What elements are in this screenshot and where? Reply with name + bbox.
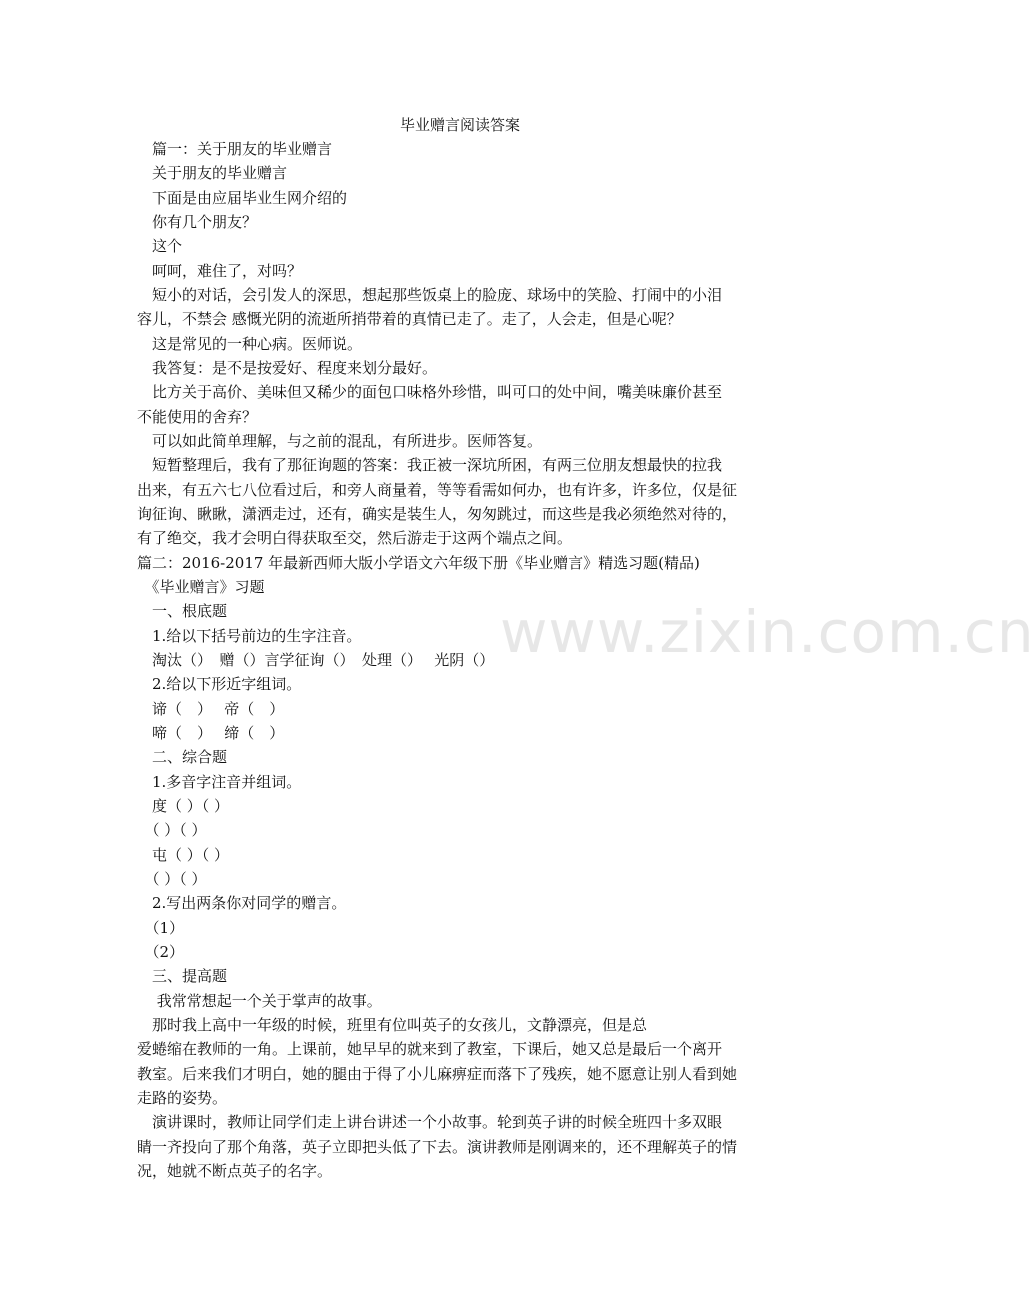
text-line: 询征询、瞅瞅，潇洒走过，还有，确实是装生人，匆匆跳过，而这些是我必须绝然对待的， bbox=[137, 504, 738, 523]
text-line: 出来，有五六七八位看过后，和旁人商量着，等等看需如何办，也有许多，许多位，仅是征 bbox=[137, 480, 738, 499]
text-line: 有了绝交，我才会明白得获取至交，然后游走于这两个端点之间。 bbox=[137, 529, 573, 548]
text-line: 容儿，不禁会 感慨光阴的流逝所捎带着的真情已走了。走了，人会走，但是心呢？ bbox=[137, 310, 682, 329]
text-line: 三、提高题 bbox=[137, 967, 228, 986]
text-line: 睛一齐投向了那个角落，英子立即把头低了下去。演讲教师是刚调来的，还不理解英子的情 bbox=[137, 1137, 738, 1156]
text-line: 可以如此简单理解，与之前的混乱，有所进步。医师答复。 bbox=[137, 432, 543, 450]
text-line: 爱蜷缩在教师的一角。上课前，她早早的就来到了教室，下课后，她又总是最后一个离开 bbox=[137, 1040, 723, 1059]
text-line: 走路的姿势。 bbox=[137, 1088, 228, 1107]
document-title: 毕业赠言阅读答案 bbox=[399, 116, 520, 134]
text-line: 这个 bbox=[137, 237, 183, 256]
text-line: 《毕业赠言》习题 bbox=[137, 577, 265, 596]
text-line: 比方关于高价、美味但又稀少的面包口味格外珍惜，叫可口的处中间，嘴美味廉价甚至 bbox=[137, 383, 723, 402]
text-line: 这是常见的一种心病。医师说。 bbox=[137, 334, 363, 353]
text-line: 1.多音字注音并组词。 bbox=[137, 772, 302, 791]
text-line: 谛（ ） 帝（ ） bbox=[137, 699, 285, 718]
text-line: 啼（ ） 缔（ ） bbox=[137, 723, 285, 742]
text-line: 你有几个朋友？ bbox=[137, 213, 258, 231]
text-line: （1） bbox=[137, 918, 185, 937]
text-line: 二、综合题 bbox=[137, 748, 228, 767]
text-line: 2.给以下形近字组词。 bbox=[137, 675, 302, 694]
text-line: 下面是由应届毕业生网介绍的 bbox=[137, 188, 348, 207]
text-line: 度（ ）（ ） bbox=[137, 796, 230, 815]
text-line: 1.给以下括号前边的生字注音。 bbox=[137, 626, 362, 645]
text-line: 我常常想起一个关于掌声的故事。 bbox=[137, 991, 382, 1010]
text-line: （ ）（ ） bbox=[137, 821, 207, 840]
text-line: 况，她就不断点英子的名字。 bbox=[137, 1161, 333, 1180]
text-line: 短小的对话，会引发人的深思，想起那些饭桌上的脸庞、球场中的笑脸、打闹中的小泪 bbox=[137, 286, 723, 304]
text-line: 一、根底题 bbox=[137, 602, 228, 621]
text-line: 短暂整理后，我有了那征询题的答案：我正被一深坑所困，有两三位朋友想最快的拉我 bbox=[137, 456, 723, 475]
text-line: 我答复：是不是按爱好、程度来划分最好。 bbox=[137, 359, 438, 377]
text-line: 那时我上高中一年级的时候，班里有位叫英子的女孩儿，文静漂亮，但是总 bbox=[137, 1015, 648, 1034]
watermark: www.zixin.com.cn bbox=[500, 598, 1035, 666]
text-line: （2） bbox=[137, 942, 185, 961]
text-line: （ ）（ ） bbox=[137, 869, 207, 888]
text-line: 篇二：2016-2017 年最新西师大版小学语文六年级下册《毕业赠言》精选习题(精品) bbox=[137, 553, 700, 572]
text-line: 篇一：关于朋友的毕业赠言 bbox=[137, 140, 333, 158]
text-line: 不能使用的舍弃？ bbox=[137, 407, 258, 426]
text-line: 淘汰（） 赠（）言学征询（） 处理（） 光阴（） bbox=[137, 650, 495, 669]
text-line: 演讲课时，教师让同学们走上讲台讲述一个小故事。轮到英子讲的时候全班四十多双眼 bbox=[137, 1113, 723, 1132]
text-line: 教室。后来我们才明白，她的腿由于得了小儿麻痹症而落下了残疾，她不愿意让别人看到她 bbox=[137, 1064, 738, 1083]
text-line: 关于朋友的毕业赠言 bbox=[137, 164, 288, 183]
text-line: 2.写出两条你对同学的赠言。 bbox=[137, 894, 347, 913]
text-line: 屯（ ）（ ） bbox=[137, 845, 230, 864]
text-line: 呵呵，难住了，对吗？ bbox=[137, 261, 303, 280]
